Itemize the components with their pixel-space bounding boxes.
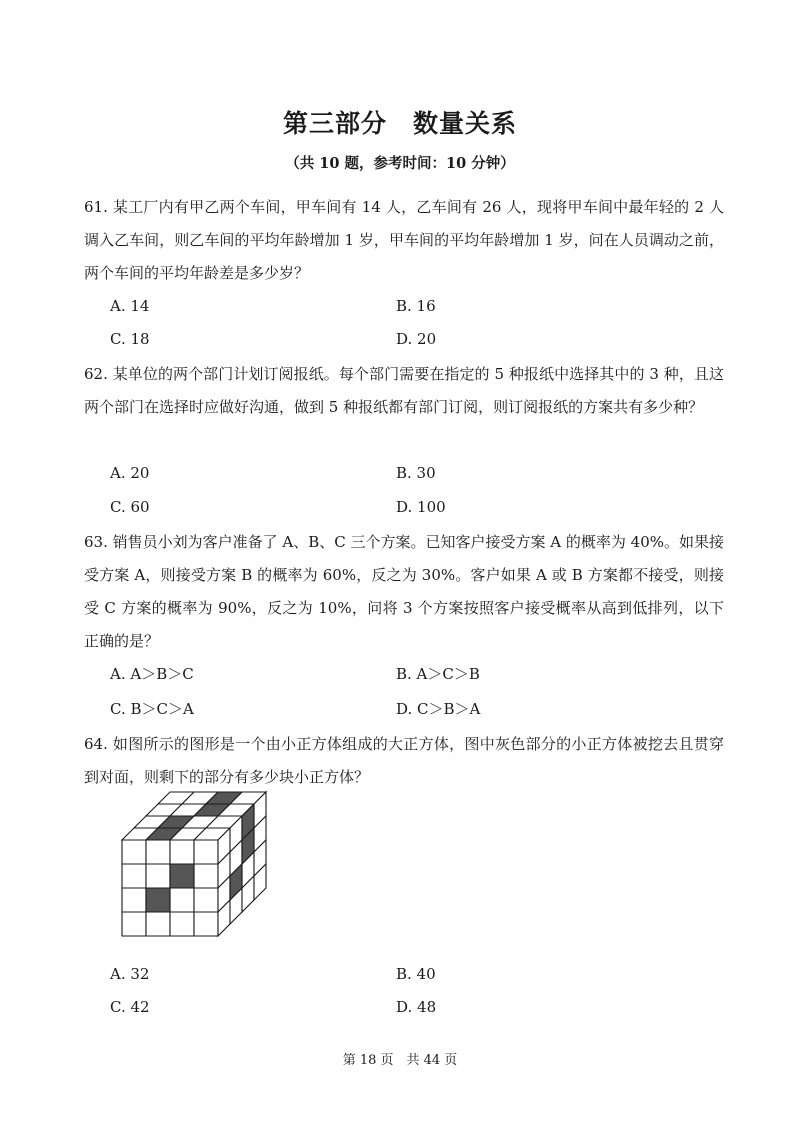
cube-hole-front [146, 888, 170, 912]
cube-front-cell [122, 888, 146, 912]
cube-front-cell [146, 840, 170, 864]
option-b: B. 16 [396, 297, 436, 315]
cube-front-cell [194, 864, 218, 888]
option-c: C. 18 [110, 330, 150, 348]
cube-front-cell [194, 888, 218, 912]
section-title: 第三部分 数量关系 [282, 109, 517, 138]
question-text: 如图所示的图形是一个由小正方体组成的大正方体，图中灰色部分的小正方体被挖去且贯穿到对面，则剩下的部分有多少块小正方体？ [84, 735, 724, 786]
option-a: A. 20 [110, 464, 150, 482]
cube-front-cell [194, 840, 218, 864]
question-64 [84, 728, 724, 794]
option-d: D. 100 [396, 498, 446, 516]
option-d: D. C＞B＞A [396, 700, 481, 718]
question-61 [84, 191, 724, 290]
cube-front-cell [170, 888, 194, 912]
option-b: B. A＞C＞B [396, 665, 480, 683]
question-number: 61. [84, 198, 108, 216]
question-63 [84, 526, 724, 658]
question-text: 某单位的两个部门计划订阅报纸。每个部门需要在指定的 5 种报纸中选择其中的 3 种，且这两个部门在选择时应做好沟通，做到 5 种报纸都有部门订阅，则订阅报纸的方案共有多少种？ [84, 365, 724, 416]
cube-front-cell [146, 864, 170, 888]
option-a: A. 32 [110, 965, 150, 983]
cube-front-cell [170, 912, 194, 936]
option-d: D. 48 [396, 998, 437, 1016]
section-subtitle: （共 10 题，参考时间：10 分钟） [285, 155, 515, 172]
option-a: A. 14 [110, 297, 150, 315]
question-text: 销售员小刘为客户准备了 A、B、C 三个方案。已知客户接受方案 A 的概率为 40%。如果接受方案 A，则接受方案 B 的概率为 60%，反之为 30%。客户如果 A 或 B 方案都不接受，则接受 C 方案的概率为 90%，反之为 10%，问将 3 个方案按照客户接受概率从高到低排列，以下正确的是？ [84, 533, 724, 650]
question-number: 63. [84, 533, 108, 551]
question-number: 64. [84, 735, 108, 753]
option-a: A. A＞B＞C [110, 665, 194, 683]
option-c: C. 42 [110, 998, 150, 1016]
cube-figure [117, 790, 273, 942]
cube-front-cell [122, 912, 146, 936]
cube-front-cell [170, 840, 194, 864]
question-62 [84, 358, 724, 424]
question-text: 某工厂内有甲乙两个车间，甲车间有 14 人，乙车间有 26 人，现将甲车间中最年轻的 2 人调入乙车间，则乙车间的平均年龄增加 1 岁，甲车间的平均年龄增加 1 岁，问在人员调动之前，两个车间的平均年龄差是多少岁？ [84, 198, 724, 282]
option-d: D. 20 [396, 330, 437, 348]
cube-front-cell [194, 912, 218, 936]
page-footer: 第 18 页 共 44 页 [342, 1053, 458, 1068]
option-b: B. 30 [396, 464, 436, 482]
cube-front-cell [122, 864, 146, 888]
option-c: C. 60 [110, 498, 150, 516]
option-b: B. 40 [396, 965, 436, 983]
cube-front-cell [122, 840, 146, 864]
question-number: 62. [84, 365, 108, 383]
option-c: C. B＞C＞A [110, 700, 194, 718]
cube-front-cell [146, 912, 170, 936]
cube-hole-front [170, 864, 194, 888]
